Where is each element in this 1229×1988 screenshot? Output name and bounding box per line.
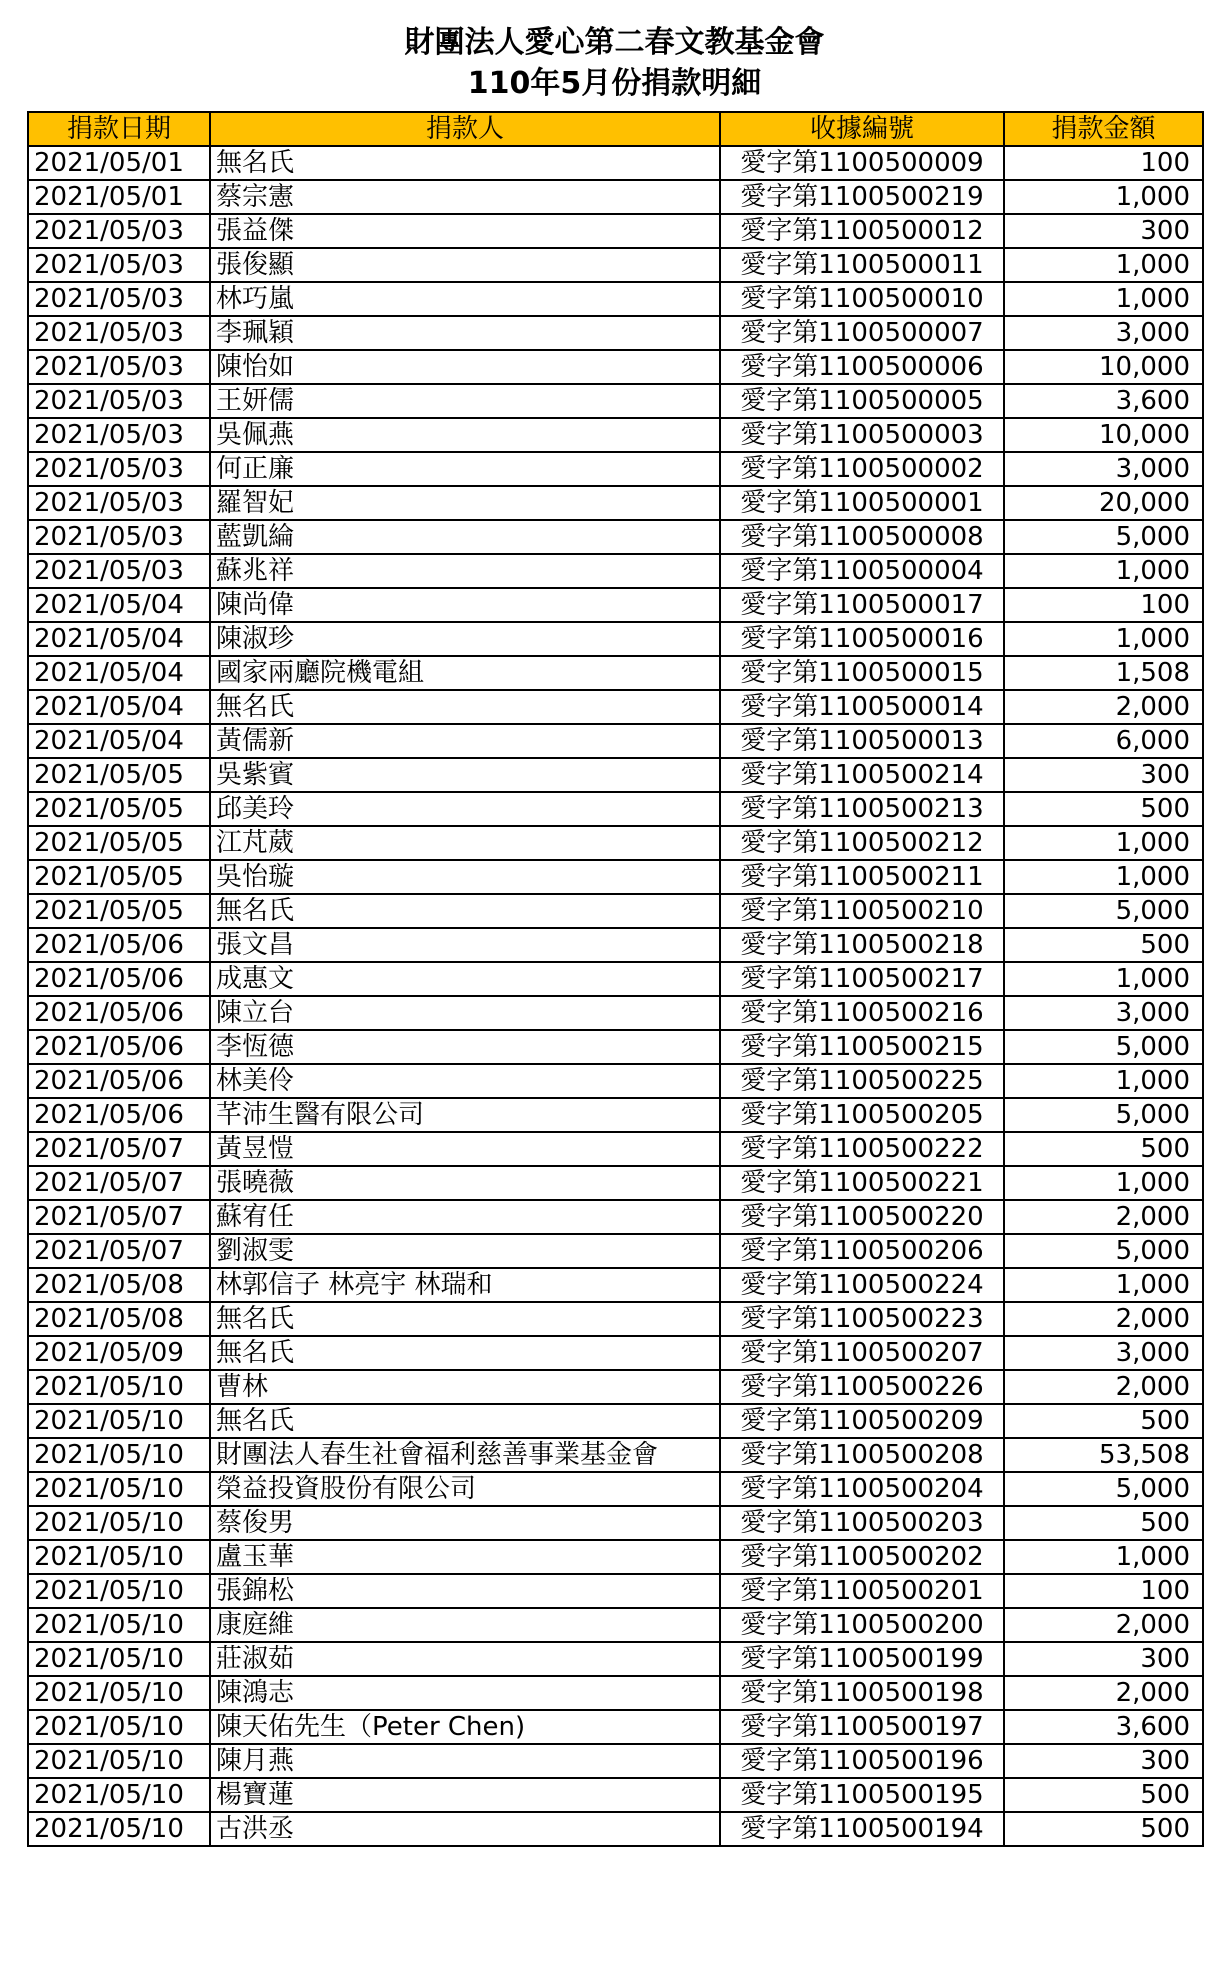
table-row bbox=[28, 860, 1203, 894]
cell-donor: 無名氏 bbox=[210, 894, 720, 928]
cell-date: 2021/05/05 bbox=[28, 860, 210, 894]
table-row bbox=[28, 1744, 1203, 1778]
cell-amount: 1,000 bbox=[1004, 1064, 1203, 1098]
cell-receipt: 愛字第1100500010 bbox=[720, 282, 1004, 316]
cell-receipt: 愛字第1100500197 bbox=[720, 1710, 1004, 1744]
cell-date: 2021/05/03 bbox=[28, 248, 210, 282]
cell-date: 2021/05/03 bbox=[28, 418, 210, 452]
table-row bbox=[28, 486, 1203, 520]
cell-date: 2021/05/10 bbox=[28, 1642, 210, 1676]
table-row bbox=[28, 826, 1203, 860]
cell-receipt: 愛字第1100500211 bbox=[720, 860, 1004, 894]
cell-date: 2021/05/05 bbox=[28, 758, 210, 792]
cell-amount: 1,000 bbox=[1004, 622, 1203, 656]
table-row bbox=[28, 962, 1203, 996]
table-row bbox=[28, 1540, 1203, 1574]
cell-receipt: 愛字第1100500012 bbox=[720, 214, 1004, 248]
cell-amount: 500 bbox=[1004, 1812, 1203, 1846]
cell-amount: 3,000 bbox=[1004, 452, 1203, 486]
cell-amount: 2,000 bbox=[1004, 1200, 1203, 1234]
cell-amount: 300 bbox=[1004, 1642, 1203, 1676]
page-subtitle: 110年5月份捐款明細 bbox=[467, 66, 762, 101]
table-row bbox=[28, 1030, 1203, 1064]
table-row bbox=[28, 214, 1203, 248]
cell-donor: 莊淑茹 bbox=[210, 1642, 720, 1676]
cell-amount: 20,000 bbox=[1004, 486, 1203, 520]
cell-amount: 1,000 bbox=[1004, 554, 1203, 588]
cell-donor: 李珮穎 bbox=[210, 316, 720, 350]
cell-receipt: 愛字第1100500002 bbox=[720, 452, 1004, 486]
cell-donor: 無名氏 bbox=[210, 1404, 720, 1438]
cell-receipt: 愛字第1100500194 bbox=[720, 1812, 1004, 1846]
cell-receipt: 愛字第1100500222 bbox=[720, 1132, 1004, 1166]
cell-amount: 3,000 bbox=[1004, 1336, 1203, 1370]
cell-amount: 10,000 bbox=[1004, 350, 1203, 384]
cell-receipt: 愛字第1100500214 bbox=[720, 758, 1004, 792]
table-row bbox=[28, 452, 1203, 486]
table-row bbox=[28, 1676, 1203, 1710]
cell-receipt: 愛字第1100500226 bbox=[720, 1370, 1004, 1404]
cell-receipt: 愛字第1100500224 bbox=[720, 1268, 1004, 1302]
cell-receipt: 愛字第1100500198 bbox=[720, 1676, 1004, 1710]
cell-donor: 陳天佑先生（Peter Chen) bbox=[210, 1710, 720, 1744]
cell-donor: 陳尚偉 bbox=[210, 588, 720, 622]
cell-amount: 2,000 bbox=[1004, 690, 1203, 724]
table-row bbox=[28, 146, 1203, 180]
cell-date: 2021/05/06 bbox=[28, 962, 210, 996]
cell-receipt: 愛字第1100500223 bbox=[720, 1302, 1004, 1336]
table-row bbox=[28, 316, 1203, 350]
cell-donor: 何正廉 bbox=[210, 452, 720, 486]
cell-amount: 500 bbox=[1004, 792, 1203, 826]
cell-date: 2021/05/04 bbox=[28, 622, 210, 656]
cell-donor: 蔡俊男 bbox=[210, 1506, 720, 1540]
cell-amount: 5,000 bbox=[1004, 1098, 1203, 1132]
cell-donor: 無名氏 bbox=[210, 690, 720, 724]
cell-amount: 1,508 bbox=[1004, 656, 1203, 690]
cell-receipt: 愛字第1100500009 bbox=[720, 146, 1004, 180]
cell-amount: 100 bbox=[1004, 146, 1203, 180]
cell-receipt: 愛字第1100500206 bbox=[720, 1234, 1004, 1268]
table-row bbox=[28, 1200, 1203, 1234]
cell-receipt: 愛字第1100500008 bbox=[720, 520, 1004, 554]
cell-amount: 2,000 bbox=[1004, 1370, 1203, 1404]
cell-amount: 500 bbox=[1004, 928, 1203, 962]
table-row bbox=[28, 724, 1203, 758]
cell-receipt: 愛字第1100500016 bbox=[720, 622, 1004, 656]
cell-amount: 3,600 bbox=[1004, 1710, 1203, 1744]
cell-receipt: 愛字第1100500199 bbox=[720, 1642, 1004, 1676]
cell-donor: 吳怡璇 bbox=[210, 860, 720, 894]
cell-amount: 3,600 bbox=[1004, 384, 1203, 418]
cell-amount: 500 bbox=[1004, 1404, 1203, 1438]
cell-amount: 500 bbox=[1004, 1132, 1203, 1166]
cell-receipt: 愛字第1100500014 bbox=[720, 690, 1004, 724]
cell-donor: 財團法人春生社會福利慈善事業基金會 bbox=[210, 1438, 720, 1472]
cell-date: 2021/05/03 bbox=[28, 520, 210, 554]
cell-donor: 黃昱愷 bbox=[210, 1132, 720, 1166]
cell-amount: 100 bbox=[1004, 1574, 1203, 1608]
cell-amount: 6,000 bbox=[1004, 724, 1203, 758]
cell-date: 2021/05/04 bbox=[28, 724, 210, 758]
cell-date: 2021/05/10 bbox=[28, 1608, 210, 1642]
cell-date: 2021/05/07 bbox=[28, 1234, 210, 1268]
cell-date: 2021/05/10 bbox=[28, 1710, 210, 1744]
cell-receipt: 愛字第1100500006 bbox=[720, 350, 1004, 384]
cell-amount: 10,000 bbox=[1004, 418, 1203, 452]
cell-date: 2021/05/10 bbox=[28, 1812, 210, 1846]
cell-donor: 邱美玲 bbox=[210, 792, 720, 826]
cell-amount: 3,000 bbox=[1004, 996, 1203, 1030]
cell-amount: 1,000 bbox=[1004, 962, 1203, 996]
cell-donor: 張文昌 bbox=[210, 928, 720, 962]
cell-donor: 無名氏 bbox=[210, 1336, 720, 1370]
cell-donor: 康庭維 bbox=[210, 1608, 720, 1642]
cell-receipt: 愛字第1100500205 bbox=[720, 1098, 1004, 1132]
table-row bbox=[28, 418, 1203, 452]
cell-amount: 5,000 bbox=[1004, 894, 1203, 928]
cell-receipt: 愛字第1100500209 bbox=[720, 1404, 1004, 1438]
cell-amount: 1,000 bbox=[1004, 248, 1203, 282]
cell-date: 2021/05/04 bbox=[28, 656, 210, 690]
cell-donor: 古洪丞 bbox=[210, 1812, 720, 1846]
cell-donor: 張曉薇 bbox=[210, 1166, 720, 1200]
cell-donor: 江芃葳 bbox=[210, 826, 720, 860]
cell-receipt: 愛字第1100500007 bbox=[720, 316, 1004, 350]
table-row bbox=[28, 690, 1203, 724]
header-donor: 捐款人 bbox=[210, 112, 720, 146]
cell-date: 2021/05/10 bbox=[28, 1540, 210, 1574]
cell-donor: 林美伶 bbox=[210, 1064, 720, 1098]
cell-donor: 無名氏 bbox=[210, 1302, 720, 1336]
cell-date: 2021/05/06 bbox=[28, 996, 210, 1030]
cell-receipt: 愛字第1100500218 bbox=[720, 928, 1004, 962]
cell-amount: 5,000 bbox=[1004, 520, 1203, 554]
cell-date: 2021/05/10 bbox=[28, 1404, 210, 1438]
cell-date: 2021/05/10 bbox=[28, 1438, 210, 1472]
table-row bbox=[28, 1608, 1203, 1642]
page-title: 財團法人愛心第二春文教基金會 bbox=[404, 25, 825, 60]
cell-donor: 無名氏 bbox=[210, 146, 720, 180]
cell-donor: 蘇兆祥 bbox=[210, 554, 720, 588]
cell-receipt: 愛字第1100500003 bbox=[720, 418, 1004, 452]
cell-amount: 2,000 bbox=[1004, 1676, 1203, 1710]
cell-amount: 1,000 bbox=[1004, 1166, 1203, 1200]
cell-amount: 500 bbox=[1004, 1778, 1203, 1812]
table-row bbox=[28, 1336, 1203, 1370]
cell-date: 2021/05/06 bbox=[28, 1030, 210, 1064]
cell-receipt: 愛字第1100500210 bbox=[720, 894, 1004, 928]
table-row bbox=[28, 384, 1203, 418]
cell-donor: 羅智妃 bbox=[210, 486, 720, 520]
cell-donor: 吳紫賓 bbox=[210, 758, 720, 792]
table-row bbox=[28, 1574, 1203, 1608]
cell-date: 2021/05/04 bbox=[28, 690, 210, 724]
table-row bbox=[28, 520, 1203, 554]
cell-date: 2021/05/03 bbox=[28, 554, 210, 588]
cell-amount: 300 bbox=[1004, 1744, 1203, 1778]
cell-amount: 300 bbox=[1004, 214, 1203, 248]
cell-receipt: 愛字第1100500221 bbox=[720, 1166, 1004, 1200]
table-row bbox=[28, 350, 1203, 384]
cell-date: 2021/05/03 bbox=[28, 282, 210, 316]
cell-date: 2021/05/03 bbox=[28, 452, 210, 486]
table-row bbox=[28, 1812, 1203, 1846]
table-row bbox=[28, 248, 1203, 282]
cell-donor: 陳立台 bbox=[210, 996, 720, 1030]
table-row bbox=[28, 792, 1203, 826]
table-row bbox=[28, 622, 1203, 656]
cell-receipt: 愛字第1100500017 bbox=[720, 588, 1004, 622]
cell-date: 2021/05/07 bbox=[28, 1166, 210, 1200]
table-row bbox=[28, 1778, 1203, 1812]
cell-donor: 陳月燕 bbox=[210, 1744, 720, 1778]
cell-donor: 林巧嵐 bbox=[210, 282, 720, 316]
cell-date: 2021/05/10 bbox=[28, 1574, 210, 1608]
cell-donor: 陳怡如 bbox=[210, 350, 720, 384]
cell-date: 2021/05/10 bbox=[28, 1744, 210, 1778]
table-row bbox=[28, 1710, 1203, 1744]
cell-date: 2021/05/03 bbox=[28, 316, 210, 350]
cell-receipt: 愛字第1100500004 bbox=[720, 554, 1004, 588]
cell-receipt: 愛字第1100500195 bbox=[720, 1778, 1004, 1812]
cell-amount: 100 bbox=[1004, 588, 1203, 622]
cell-amount: 3,000 bbox=[1004, 316, 1203, 350]
cell-receipt: 愛字第1100500011 bbox=[720, 248, 1004, 282]
cell-donor: 黃儒新 bbox=[210, 724, 720, 758]
cell-date: 2021/05/03 bbox=[28, 384, 210, 418]
table-row bbox=[28, 1064, 1203, 1098]
cell-receipt: 愛字第1100500015 bbox=[720, 656, 1004, 690]
cell-receipt: 愛字第1100500005 bbox=[720, 384, 1004, 418]
cell-amount: 2,000 bbox=[1004, 1608, 1203, 1642]
cell-amount: 1,000 bbox=[1004, 1268, 1203, 1302]
cell-date: 2021/05/05 bbox=[28, 894, 210, 928]
cell-receipt: 愛字第1100500216 bbox=[720, 996, 1004, 1030]
table-row bbox=[28, 1132, 1203, 1166]
header-date: 捐款日期 bbox=[28, 112, 210, 146]
table-row bbox=[28, 1472, 1203, 1506]
table-row bbox=[28, 1642, 1203, 1676]
table-row bbox=[28, 758, 1203, 792]
cell-receipt: 愛字第1100500001 bbox=[720, 486, 1004, 520]
cell-receipt: 愛字第1100500196 bbox=[720, 1744, 1004, 1778]
cell-date: 2021/05/04 bbox=[28, 588, 210, 622]
cell-receipt: 愛字第1100500201 bbox=[720, 1574, 1004, 1608]
cell-donor: 張錦松 bbox=[210, 1574, 720, 1608]
cell-date: 2021/05/09 bbox=[28, 1336, 210, 1370]
cell-donor: 蔡宗憲 bbox=[210, 180, 720, 214]
table-row bbox=[28, 180, 1203, 214]
table-row bbox=[28, 554, 1203, 588]
cell-receipt: 愛字第1100500208 bbox=[720, 1438, 1004, 1472]
table-row bbox=[28, 588, 1203, 622]
cell-date: 2021/05/05 bbox=[28, 826, 210, 860]
cell-receipt: 愛字第1100500204 bbox=[720, 1472, 1004, 1506]
cell-date: 2021/05/06 bbox=[28, 1098, 210, 1132]
table-row bbox=[28, 894, 1203, 928]
cell-donor: 張益傑 bbox=[210, 214, 720, 248]
cell-amount: 1,000 bbox=[1004, 826, 1203, 860]
cell-donor: 林郭信子 林亮宇 林瑞和 bbox=[210, 1268, 720, 1302]
cell-donor: 王妍儒 bbox=[210, 384, 720, 418]
table-row bbox=[28, 1506, 1203, 1540]
cell-date: 2021/05/10 bbox=[28, 1370, 210, 1404]
cell-receipt: 愛字第1100500220 bbox=[720, 1200, 1004, 1234]
cell-receipt: 愛字第1100500215 bbox=[720, 1030, 1004, 1064]
table-header-row bbox=[28, 112, 1203, 146]
cell-amount: 5,000 bbox=[1004, 1030, 1203, 1064]
cell-receipt: 愛字第1100500212 bbox=[720, 826, 1004, 860]
table-row bbox=[28, 1370, 1203, 1404]
cell-amount: 1,000 bbox=[1004, 860, 1203, 894]
cell-receipt: 愛字第1100500225 bbox=[720, 1064, 1004, 1098]
cell-receipt: 愛字第1100500207 bbox=[720, 1336, 1004, 1370]
cell-date: 2021/05/01 bbox=[28, 146, 210, 180]
cell-date: 2021/05/03 bbox=[28, 214, 210, 248]
header-amount: 捐款金額 bbox=[1004, 112, 1203, 146]
cell-amount: 53,508 bbox=[1004, 1438, 1203, 1472]
table-row bbox=[28, 996, 1203, 1030]
cell-date: 2021/05/07 bbox=[28, 1200, 210, 1234]
table-row bbox=[28, 282, 1203, 316]
cell-date: 2021/05/06 bbox=[28, 928, 210, 962]
cell-receipt: 愛字第1100500203 bbox=[720, 1506, 1004, 1540]
cell-receipt: 愛字第1100500200 bbox=[720, 1608, 1004, 1642]
cell-amount: 500 bbox=[1004, 1506, 1203, 1540]
table-row bbox=[28, 1166, 1203, 1200]
cell-donor: 蘇宥任 bbox=[210, 1200, 720, 1234]
cell-date: 2021/05/10 bbox=[28, 1676, 210, 1710]
cell-amount: 1,000 bbox=[1004, 180, 1203, 214]
cell-donor: 陳鴻志 bbox=[210, 1676, 720, 1710]
cell-donor: 劉淑雯 bbox=[210, 1234, 720, 1268]
cell-donor: 榮益投資股份有限公司 bbox=[210, 1472, 720, 1506]
cell-receipt: 愛字第1100500219 bbox=[720, 180, 1004, 214]
cell-donor: 國家兩廳院機電組 bbox=[210, 656, 720, 690]
cell-receipt: 愛字第1100500202 bbox=[720, 1540, 1004, 1574]
table-row bbox=[28, 1234, 1203, 1268]
table-row bbox=[28, 1438, 1203, 1472]
cell-date: 2021/05/06 bbox=[28, 1064, 210, 1098]
cell-date: 2021/05/01 bbox=[28, 180, 210, 214]
cell-date: 2021/05/10 bbox=[28, 1472, 210, 1506]
cell-donor: 吳佩燕 bbox=[210, 418, 720, 452]
cell-amount: 1,000 bbox=[1004, 1540, 1203, 1574]
cell-date: 2021/05/10 bbox=[28, 1778, 210, 1812]
cell-receipt: 愛字第1100500213 bbox=[720, 792, 1004, 826]
table-row bbox=[28, 1404, 1203, 1438]
table-body bbox=[28, 146, 1203, 1846]
donation-table bbox=[27, 111, 1204, 1847]
cell-receipt: 愛字第1100500217 bbox=[720, 962, 1004, 996]
cell-donor: 李恆德 bbox=[210, 1030, 720, 1064]
cell-amount: 2,000 bbox=[1004, 1302, 1203, 1336]
cell-donor: 盧玉華 bbox=[210, 1540, 720, 1574]
cell-date: 2021/05/05 bbox=[28, 792, 210, 826]
cell-amount: 1,000 bbox=[1004, 282, 1203, 316]
cell-receipt: 愛字第1100500013 bbox=[720, 724, 1004, 758]
header-receipt: 收據編號 bbox=[720, 112, 1004, 146]
cell-amount: 300 bbox=[1004, 758, 1203, 792]
cell-amount: 5,000 bbox=[1004, 1472, 1203, 1506]
cell-donor: 藍凱綸 bbox=[210, 520, 720, 554]
cell-date: 2021/05/08 bbox=[28, 1268, 210, 1302]
cell-donor: 陳淑珍 bbox=[210, 622, 720, 656]
cell-date: 2021/05/03 bbox=[28, 350, 210, 384]
cell-amount: 5,000 bbox=[1004, 1234, 1203, 1268]
cell-date: 2021/05/08 bbox=[28, 1302, 210, 1336]
table-row bbox=[28, 656, 1203, 690]
cell-donor: 成惠文 bbox=[210, 962, 720, 996]
table-row bbox=[28, 1268, 1203, 1302]
cell-donor: 曹林 bbox=[210, 1370, 720, 1404]
cell-date: 2021/05/10 bbox=[28, 1506, 210, 1540]
cell-donor: 芊沛生醫有限公司 bbox=[210, 1098, 720, 1132]
cell-donor: 張俊顯 bbox=[210, 248, 720, 282]
cell-donor: 楊寶蓮 bbox=[210, 1778, 720, 1812]
cell-date: 2021/05/03 bbox=[28, 486, 210, 520]
cell-date: 2021/05/07 bbox=[28, 1132, 210, 1166]
table-row bbox=[28, 1098, 1203, 1132]
table-row bbox=[28, 1302, 1203, 1336]
table-row bbox=[28, 928, 1203, 962]
